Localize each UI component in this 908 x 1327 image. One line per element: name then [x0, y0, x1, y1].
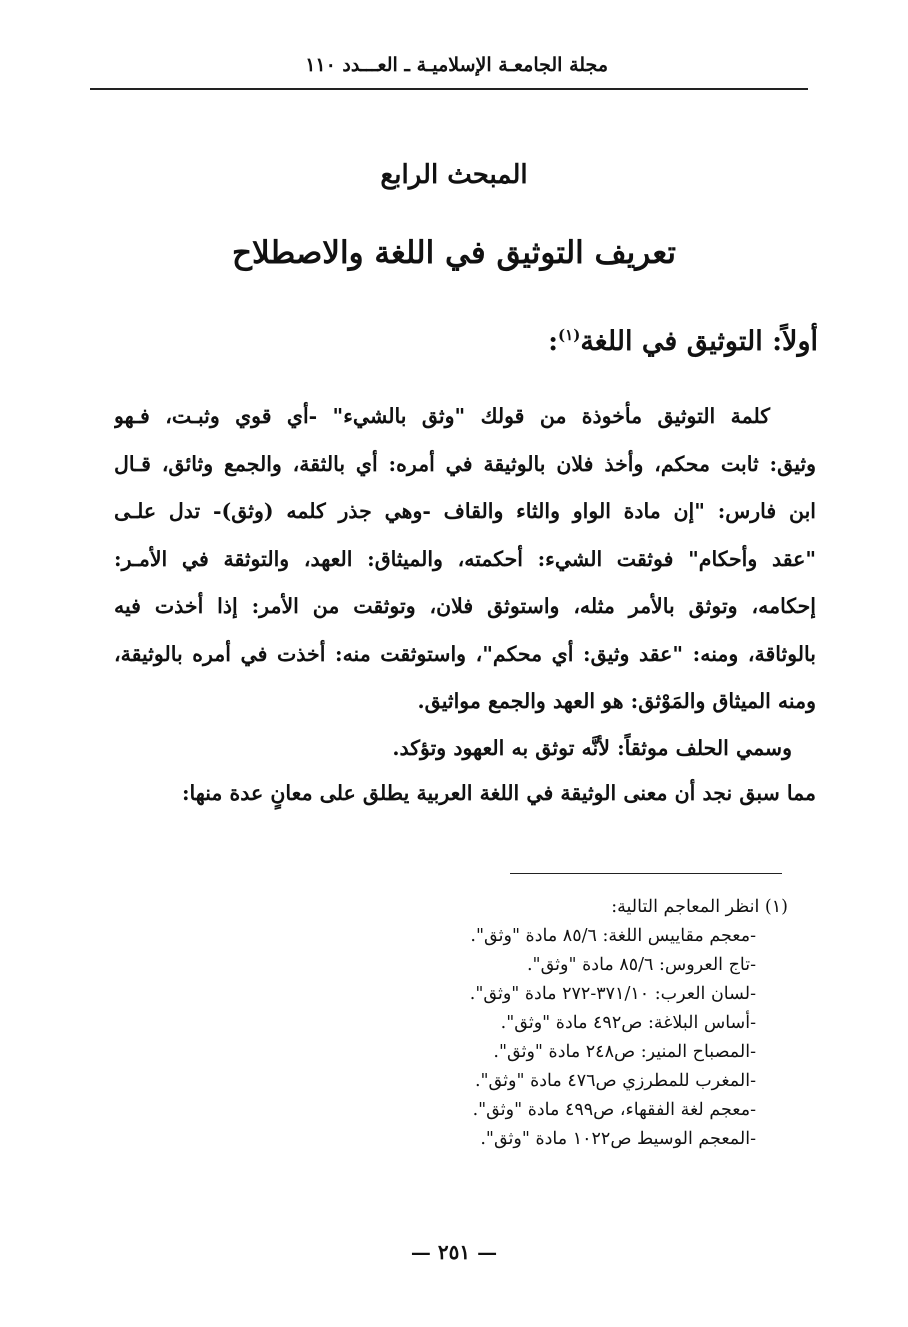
footnote-divider: [510, 873, 782, 874]
footnote-heading: (١) انظر المعاجم التالية:: [611, 897, 788, 917]
section-title: المبحث الرابع: [380, 160, 528, 190]
paragraph-line: وسمي الحلف موثقاً: لأنَّه توثق به العهود وتؤكد.: [392, 735, 792, 760]
paragraph-line: بالوثاقة، ومنه: "عقد وثيق: أي محكم"، واستوثقت منه: أخذت في أمره بالوثيقة،: [114, 641, 816, 666]
footnote-item: -المغرب للمطرزي ص٤٧٦ مادة "وثق".: [474, 1071, 756, 1091]
page-number: — ٢٥١ —: [410, 1240, 498, 1264]
paragraph-line: كلمة التوثيق مأخوذة من قولك "وثق بالشيء" -أي قوي وثبـت، فـهو: [114, 404, 770, 428]
subheading-text: أولاً: التوثيق في اللغة: [580, 326, 818, 357]
paragraph-line: ابن فارس: "إن مادة الواو والثاء والقاف -وهي جذر كلمه (وثق)- تدل علـى: [114, 499, 816, 523]
footnote-item: -المعجم الوسيط ص١٠٢٢ مادة "وثق".: [480, 1129, 756, 1149]
subheading-colon: :: [548, 326, 559, 357]
body-text: [114, 393, 816, 816]
footnote-item: -معجم مقاييس اللغة: ٨٥/٦ مادة "وثق".: [470, 926, 756, 946]
paragraph-line: إحكامه، وتوثق بالأمر مثله، واستوثق فلان، وتوثقت من الأمر: إذا أخذت فيه: [114, 594, 816, 618]
footnotes: [188, 893, 788, 1154]
footnote-item: -المصباح المنير: ص٢٤٨ مادة "وثق".: [493, 1042, 756, 1062]
paragraph-line: مما سبق نجد أن معنى الوثيقة في اللغة العربية يطلق على معانٍ عدة منها:: [181, 780, 816, 805]
footnote-reference[interactable]: (١): [558, 326, 581, 344]
footnote-item: -لسان العرب: ٣٧١/١٠-٢٧٢ مادة "وثق".: [469, 984, 756, 1004]
footnote-item: -معجم لغة الفقهاء، ص٤٩٩ مادة "وثق".: [472, 1100, 756, 1120]
footnote-item: -تاج العروس: ٨٥/٦ مادة "وثق".: [526, 955, 756, 975]
journal-title: مجلة الجامعـة الإسلاميـة ـ العـــدد ١١٠: [305, 54, 608, 76]
paragraph-line: وثيق: ثابت محكم، وأخذ فلان بالوثيقة في أمره: أي بالثقة، والجمع وثائق، قـال: [114, 451, 816, 476]
paragraph-line: ومنه الميثاق والمَوْثق: هو العهد والجمع مواثيق.: [417, 689, 816, 713]
paragraph-line: "عقد وأحكام" فوثقت الشيء: أحكمته، والميثاق: العهد، والتوثقة في الأمـر:: [114, 546, 816, 571]
main-title: تعريف التوثيق في اللغة والاصطلاح: [232, 235, 676, 271]
subheading: [548, 326, 818, 357]
running-header: [90, 48, 808, 90]
footnote-item: -أساس البلاغة: ص٤٩٢ مادة "وثق".: [500, 1013, 756, 1033]
